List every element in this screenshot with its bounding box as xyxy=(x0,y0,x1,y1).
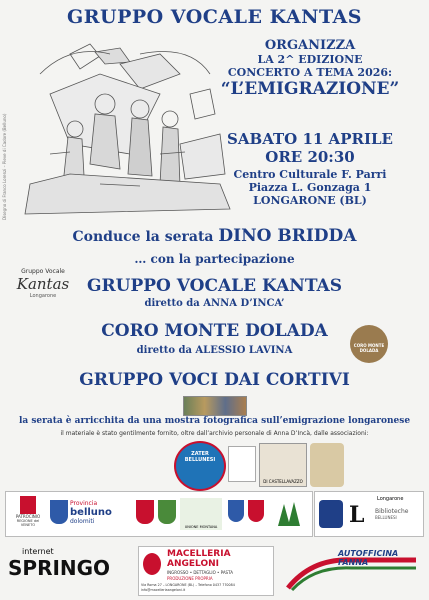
comune-crest-4 xyxy=(228,500,244,522)
kantas-logo-sub: Longarone xyxy=(29,293,57,299)
comune-crest-1 xyxy=(50,500,68,524)
host-prefix: Conduce la serata xyxy=(72,229,214,245)
event-venue: Centro Culturale F. Parri xyxy=(233,168,387,181)
patrocinio-strip xyxy=(5,491,313,537)
exhibition-photo xyxy=(183,396,247,416)
l-logo: L xyxy=(349,502,365,528)
group-2-name: CORO MONTE DOLADA xyxy=(101,321,328,341)
event-city: LONGARONE (BL) xyxy=(253,194,367,207)
sprintgo-logo: internet SPRINGO xyxy=(8,547,111,580)
comune-crest-2 xyxy=(136,500,154,524)
sponsor-strip-right xyxy=(314,491,424,537)
comune-crest-6 xyxy=(319,500,343,528)
event-address: Piazza L. Gonzaga 1 xyxy=(248,181,372,194)
monte-dolada-logo: CORO MONTE DOLADA xyxy=(350,325,388,363)
comune-crest-3 xyxy=(158,500,176,524)
group-1-name: GRUPPO VOCALE KANTAS xyxy=(86,276,343,296)
host-name: DINO BRIDDA xyxy=(218,226,357,246)
event-date: SABATO 11 APRILE xyxy=(227,130,393,148)
host-line xyxy=(0,226,429,246)
organizza-block xyxy=(205,38,415,99)
macelleria-badge xyxy=(143,553,161,575)
kantas-logo-script: Kantas xyxy=(16,275,70,293)
group-3-name: GRUPPO VOCI DAI CORTIVI xyxy=(79,370,350,390)
comune-crest-5 xyxy=(248,500,264,522)
group-1-director: diretto da ANNA D’INCA’ xyxy=(144,298,285,309)
biblioteche-logo: Biblioteche BELLUNESI xyxy=(375,508,409,520)
mask-logo xyxy=(310,443,344,487)
theme-label: “L’EMIGRAZIONE” xyxy=(220,79,400,99)
forest-logo xyxy=(272,496,308,532)
castellavazzo-logo: DI CASTELLAVAZZO xyxy=(259,443,307,487)
association-logo-2 xyxy=(228,446,256,482)
partecipazione-line: … con la partecipazione xyxy=(134,252,295,266)
edizione-label: LA 2^ EDIZIONE xyxy=(257,53,363,66)
longarone-label: Longarone xyxy=(377,496,404,502)
concerto-label: CONCERTO A TEMA 2026: xyxy=(227,66,393,79)
group-2-director: diretto da ALESSIO LAVINA xyxy=(136,345,293,356)
autofficina-logo: AUTOFFICINA FANNA xyxy=(282,548,422,594)
macelleria-logo: MACELLERIA ANGELONI INGROSSO • DETTAGLIO • PASTA PRODUZIONE PROPRIA Via Roma 27 – LONGARONE (BL) – Telefono 0437 770084 info@macelleriaangeloni.it xyxy=(138,546,274,596)
drawing-credit: Disegno di Franco Lorenzi – Pieve di Cadore (Belluno) xyxy=(2,113,7,220)
event-block xyxy=(205,130,415,207)
mostra-note: la serata è arricchita da una mostra fotografica sull’emigrazione longaronese xyxy=(18,416,411,426)
materiale-note: il materiale è stato gentilmente fornito, oltre dall’archivio personale di Anna D’Incà, dalle associazioni: xyxy=(60,430,369,437)
event-time: ORE 20:30 xyxy=(265,148,355,166)
organizza-label: ORGANIZZA xyxy=(264,38,356,53)
unione-montana-logo: UNIONE MONTANA xyxy=(180,498,222,530)
main-title: GRUPPO VOCALE KANTAS xyxy=(66,6,363,28)
provincia-belluno-logo: Provincia belluno dolomiti xyxy=(70,500,112,525)
kantas-logo-top: Gruppo Vocale xyxy=(21,268,65,275)
regione-veneto-logo: PATROCINIO REGIONE del VENETO xyxy=(10,494,46,534)
zater-logo: ZATER BELLUNESI xyxy=(174,441,226,491)
